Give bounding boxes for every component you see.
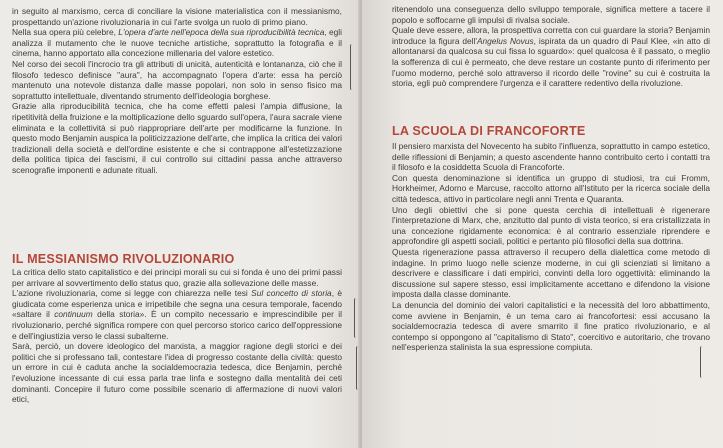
pencil-mark: [354, 298, 358, 338]
right-rigenerazione-paragraph: Questa rigenerazione passa attraverso il recupero della dialettica come metodo di indagine. In primo luogo nelle scienze moderne, in cui gli scienziati si limitano a descrivere e classificare i dati empirici, convinti della loro oggettività: eliminando la discussione sul sapere stesso, essi implicitamente accettano e difendono la visione imposta dalla classe dominante.: [392, 246, 710, 300]
right-column-bottom: [392, 141, 710, 353]
section-heading-francoforte: LA SCUOLA DI FRANCOFORTE: [392, 124, 586, 138]
left-column-top: [12, 6, 342, 176]
right-page: [362, 0, 723, 448]
text-run: L'azione rivoluzionaria, come si legge con chiarezza nelle tesi: [12, 288, 252, 299]
book-title: Sul concetto di storia: [251, 288, 332, 299]
left-azione-paragraph: [12, 288, 342, 341]
text-run: , è giudicata come esperienza unica e irripetibile che segna una cesura temporale, facendo «saltare il: [12, 288, 343, 320]
text-run: della storia». È un compito necessario e imprescindibile per il rivoluzionario, perché significa rompere con quel percorso storico carico dell'oppressione e dell'ingiustizia verso le classi subalterne.: [12, 309, 342, 341]
pencil-mark: [700, 346, 704, 378]
section-heading-messianismo: IL MESSIANISMO RIVOLUZIONARIO: [12, 252, 235, 266]
text-run: , egli analizza il mutamento che le nuove tecniche artistiche, soprattutto la fotografia e il cinema, hanno apportato alla concezione millenaria del valore estetico.: [12, 27, 343, 59]
right-angelus-paragraph: [392, 25, 710, 89]
italic-term: continuum: [54, 309, 93, 320]
text-run: Nella sua opera più celebre,: [12, 27, 119, 38]
book-title: L'opera d'arte nell'epoca della sua riproducibilità tecnica: [118, 27, 325, 38]
pencil-mark: [356, 346, 360, 390]
pencil-mark: [350, 44, 354, 90]
left-critica-paragraph: La critica dello stato capitalistico e dei principi morali su cui si fonda è uno dei primi passi per arrivare al sovvertimento dello status quo, grazie alla sollevazione delle masse.: [12, 267, 342, 288]
text-run: , ispirata da un quadro di Paul Klee, «in atto di allontanarsi da qualcosa su cui fissa lo sguardo»: quel qualcosa è il passato, o meglio la sofferenza di cui è permeato, che deve restare un costante punto di riferimento per l'uomo moderno, perché solo attraverso il ricordo delle "rovine" su cui è costruita la storia, egli può comprendere l'urgenza e il carattere redentivo della rivoluzione.: [392, 35, 711, 89]
left-riproducibilita-paragraph: Grazie alla riproducibilità tecnica, che ha come effetti palesi l'ampia diffusione, la ripetitività della fruizione e la moltiplicazione dello sguardo sull'opera, l'aura sacrale viene eliminata e la collettività si può riappropriare dell'arte per modificarne la funzione. In questo modo Benjamin auspica la politicizzazione dell'arte, che implica la critica dei valori tradizionali della società e dell'ordine esistente e che si contrappone all'estetizzazione della politica tipica dei fascismi, il cui controllo sui cittadini passa anche attraverso scenografie imponenti e adunate rituali.: [12, 101, 342, 175]
left-intro-paragraph: in seguito al marxismo, cerca di conciliare la visione materialistica con il messianismo, prospettando un'azione rivoluzionaria in cui l'arte svolga un ruolo di primo piano.: [12, 6, 342, 27]
left-page: [0, 0, 360, 448]
right-intro-paragraph: ritenendolo una conseguenza dello sviluppo temporale, significa mettere a tacere il popolo e soffocarne gli impulsi di rivalsa sociale.: [392, 4, 710, 25]
right-obiettivi-paragraph: Uno degli obiettivi che si pone questa cerchia di intellettuali è rigenerare l'interpretazione di Marx, che, anzitutto dal punto di vista teorico, si era cristallizzata in una concezione rigidamente economica: è al contrario essenziale riprendere e approfondire gli aspetti sociali, politici e pertanto più filosofici della sua dottrina.: [392, 204, 710, 247]
left-opera-paragraph: [12, 27, 342, 59]
left-aura-paragraph: Nel corso dei secoli l'incrocio tra gli attributi di unicità, autenticità e lontananza, ciò che il filosofo tedesco definisce "aura", ha accompagnato l'opera d'arte: essa ha perciò mantenuto una notevole distanza dalle masse popolari, non solo in senso fisico ma soprattutto intellettuale, diventando strumento dell'ideologia borghese.: [12, 58, 342, 101]
right-denuncia-paragraph: La denuncia del dominio dei valori capitalistici e la necessità del loro abbattimento, come avviene in Benjamin, è un tema caro ai francofortesi: essi accusano la socialdemocrazia tedesca di avere smarrito il fine pratico rivoluzionario, e al contempo si oppongono al "capitalismo di Stato", coercitivo e autoritario, che trovano nell'esperienza stalinista la sua espressione compiuta.: [392, 299, 710, 353]
text-run: Quale deve essere, allora, la prospettiva corretta con cui guardare la storia? Benjamin introduce la figura dell': [392, 25, 710, 46]
italic-term: Angelus Novus: [476, 35, 534, 46]
right-column-top: [392, 4, 710, 89]
right-denominazione-paragraph: Con questa denominazione si identifica un gruppo di studiosi, tra cui Fromm, Horkheimer, Adorno e Marcuse, raccolto attorno all'Istituto per la ricerca sociale della città tedesca, attivo in particolare negli anni Trenta e Quaranta.: [392, 172, 710, 204]
left-dovere-paragraph: Sarà, perciò, un dovere ideologico del marxista, a maggior ragione degli storici e dei politici che si professano tali, contestare l'idea di progresso costante della civiltà: questo un errore in cui è caduta anche la socialdemocrazia tedesca, dice Benjamin, perché l'evoluzione incessante di cui essa parla trae linfa e sostegno dalla mentalità dei ceti dominanti. Concepire il futuro come possibile scenario di affermazione di nuovi valori etici,: [12, 341, 342, 405]
left-column-bottom: [12, 267, 342, 405]
right-pensiero-paragraph: Il pensiero marxista del Novecento ha subito l'influenza, soprattutto in campo estetico, delle riflessioni di Benjamin; a questo ascendente hanno contribuito certo i contatti tra il filosofo e la cosiddetta Scuola di Francoforte.: [392, 141, 710, 173]
